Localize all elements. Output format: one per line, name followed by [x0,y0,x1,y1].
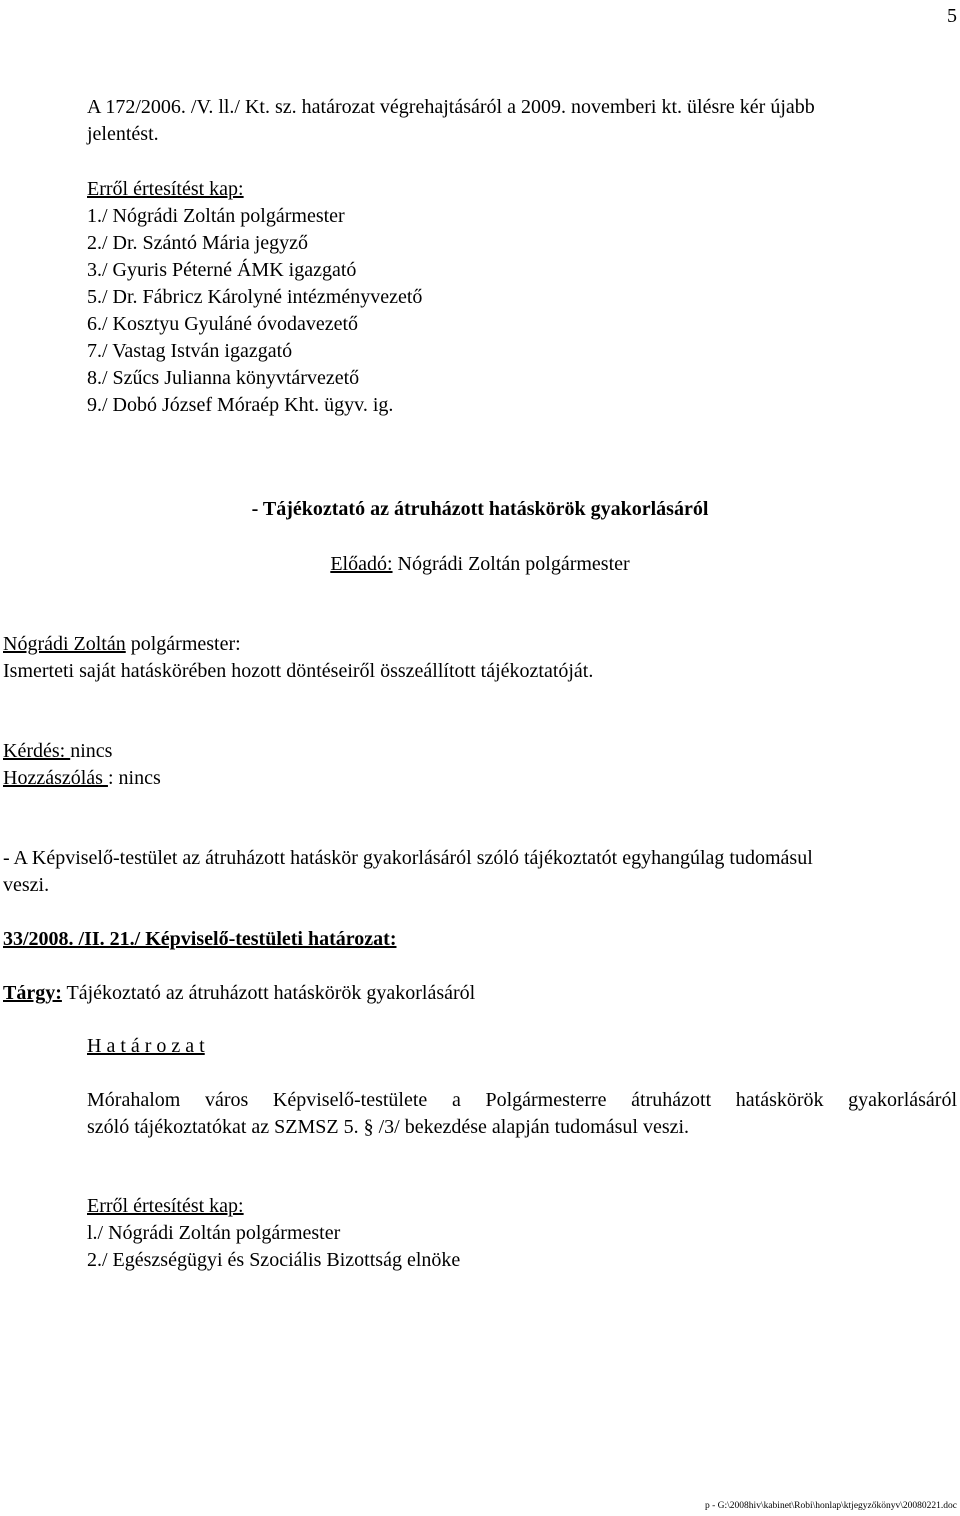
presenter-label: Előadó: [330,553,393,575]
speaker-line [3,634,241,654]
notify-heading-2: Erről értesítést kap: [87,1195,244,1217]
presenter-name: Nógrádi Zoltán polgármester [392,553,630,575]
subject-text: Tájékoztató az átruházott hatáskörök gyakorlásáról [61,982,476,1004]
speaker-role: polgármester: [125,633,241,655]
resolution-number: 33/2008. /II. 21./ Képviselő-testületi határozat: [3,928,397,950]
speech-text: Ismerteti saját hatáskörében hozott döntéseiről összeállított tájékoztatóját. [3,660,594,682]
agenda-title: - Tájékoztató az átruházott hatáskörök gyakorlásáról [251,498,709,520]
list-item: l./ Nógrádi Zoltán polgármester [87,1222,341,1244]
list-item: 1./ Nógrádi Zoltán polgármester [87,205,345,227]
list-item: 8./ Szűcs Julianna könyvtárvezető [87,367,360,389]
list-item: 3./ Gyuris Péterné ÁMK igazgató [87,259,357,281]
question-line [3,741,112,761]
intro-line-1: A 172/2006. /V. ll./ Kt. sz. határozat végrehajtásáról a 2009. novemberi kt. ülésre kér újabb [87,96,815,118]
intro-line-2: jelentést. [87,123,159,145]
page-number: 5 [947,5,957,27]
list-item: 2./ Egészségügyi és Szociális Bizottság elnöke [87,1249,461,1271]
comment-value: : nincs [107,767,161,789]
list-item: 2./ Dr. Szántó Mária jegyző [87,232,309,254]
list-item: 5./ Dr. Fábricz Károlyné intézményvezető [87,286,423,308]
question-value: nincs [70,740,113,762]
list-item: 7./ Vastag István igazgató [87,340,293,362]
subject-label: Tárgy: [3,982,62,1004]
list-item: 6./ Kosztyu Gyuláné óvodavezető [87,313,359,335]
vote-line-2: veszi. [3,874,50,896]
footer-file-path: p - G:\2008hiv\kabinet\Robi\honlap\ktjegyzőkönyv\20080221.doc [705,1501,957,1511]
resolution-text-2: szóló tájékoztatókat az SZMSZ 5. § /3/ bekezdése alapján tudomásul veszi. [87,1116,690,1138]
subject-line [3,983,475,1003]
list-item: 9./ Dobó József Móraép Kht. ügyv. ig. [87,394,394,416]
vote-line-1: - A Képviselő-testület az átruházott hatáskör gyakorlásáról szóló tájékoztatót egyhangúlag tudomásul [3,847,813,869]
resolution-text-1: Mórahalom város Képviselő-testülete a Polgármesterre átruházott hatáskörök gyakorlásáról [87,1089,957,1111]
resolution-heading: H a t á r o z a t [87,1035,205,1057]
comment-label: Hozzászólás [3,767,108,789]
notify-heading: Erről értesítést kap: [87,178,244,200]
comment-line [3,768,161,788]
presenter-line [0,554,960,574]
question-label: Kérdés: [3,740,71,762]
speaker-name: Nógrádi Zoltán [3,633,126,655]
